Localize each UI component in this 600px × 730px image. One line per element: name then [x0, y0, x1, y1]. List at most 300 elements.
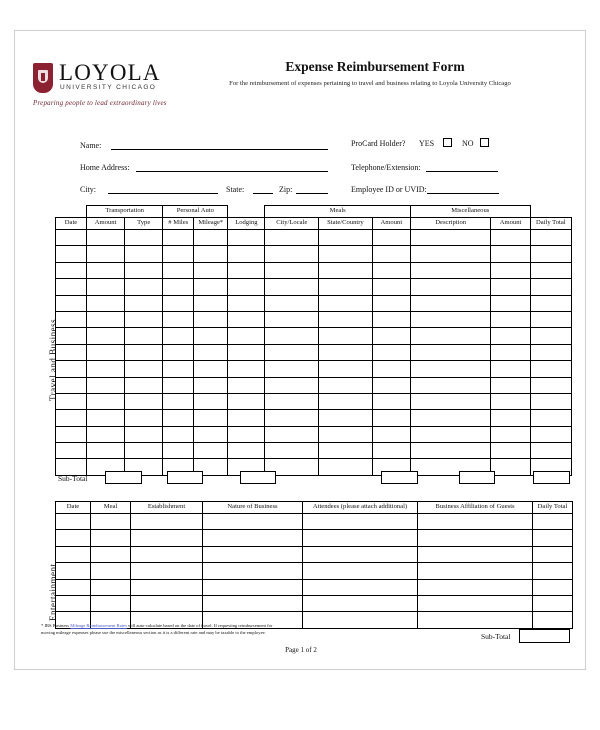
- cell[interactable]: [194, 361, 228, 377]
- cell[interactable]: [91, 563, 131, 579]
- cell[interactable]: [372, 295, 410, 311]
- cell[interactable]: [372, 410, 410, 426]
- cell[interactable]: [372, 344, 410, 360]
- cell[interactable]: [86, 246, 124, 262]
- cell[interactable]: [203, 579, 303, 595]
- cell[interactable]: [265, 279, 319, 295]
- cell[interactable]: [228, 328, 265, 344]
- col-lodging: Lodging: [228, 218, 265, 230]
- cell[interactable]: [418, 563, 533, 579]
- cell[interactable]: [372, 361, 410, 377]
- table-row[interactable]: [56, 514, 573, 530]
- cell[interactable]: [228, 344, 265, 360]
- cell[interactable]: [530, 295, 571, 311]
- cell[interactable]: [56, 262, 87, 278]
- cell[interactable]: [228, 393, 265, 409]
- cell[interactable]: [319, 443, 373, 459]
- table-row[interactable]: [56, 230, 572, 246]
- table-row[interactable]: [56, 530, 573, 546]
- cell[interactable]: [203, 595, 303, 611]
- cell[interactable]: [131, 595, 203, 611]
- cell[interactable]: [194, 311, 228, 327]
- cell[interactable]: [265, 311, 319, 327]
- cell[interactable]: [56, 377, 87, 393]
- cell[interactable]: [86, 311, 124, 327]
- cell[interactable]: [319, 311, 373, 327]
- footnote: [41, 623, 281, 636]
- col-ent-meal: Meal: [91, 502, 131, 514]
- cell[interactable]: [319, 328, 373, 344]
- cell[interactable]: [56, 563, 91, 579]
- cell[interactable]: [319, 262, 373, 278]
- cell[interactable]: [91, 595, 131, 611]
- cell[interactable]: [530, 246, 571, 262]
- footnote-post: will auto-calculate based on the date of travel. If requesting reimbursement for moving mileage expenses please use the miscellaneous section as it is a different rate and may be taxable to the employee.: [41, 623, 273, 635]
- cell[interactable]: [203, 530, 303, 546]
- cell[interactable]: [194, 328, 228, 344]
- mileage-rates-link[interactable]: Mileage Reimbursement Rates: [70, 623, 127, 628]
- cell[interactable]: [530, 279, 571, 295]
- home-address-input[interactable]: [136, 171, 328, 172]
- cell[interactable]: [86, 443, 124, 459]
- cell[interactable]: [86, 344, 124, 360]
- cell[interactable]: [228, 262, 265, 278]
- procard-no-checkbox[interactable]: [480, 138, 489, 147]
- cell[interactable]: [372, 377, 410, 393]
- cell[interactable]: [56, 595, 91, 611]
- cell[interactable]: [163, 361, 194, 377]
- cell[interactable]: [372, 246, 410, 262]
- cell[interactable]: [491, 459, 530, 475]
- cell[interactable]: [372, 262, 410, 278]
- cell[interactable]: [410, 230, 490, 246]
- cell[interactable]: [533, 546, 573, 562]
- cell[interactable]: [530, 426, 571, 442]
- state-input[interactable]: [253, 193, 273, 194]
- col-ent-daily-total: Daily Total: [533, 502, 573, 514]
- cell[interactable]: [125, 262, 163, 278]
- cell[interactable]: [163, 393, 194, 409]
- cell[interactable]: [265, 246, 319, 262]
- cell[interactable]: [418, 514, 533, 530]
- cell[interactable]: [163, 443, 194, 459]
- cell[interactable]: [491, 262, 530, 278]
- cell[interactable]: [125, 230, 163, 246]
- cell[interactable]: [56, 426, 87, 442]
- cell[interactable]: [533, 579, 573, 595]
- cell[interactable]: [533, 530, 573, 546]
- table-row[interactable]: [56, 410, 572, 426]
- entertainment-table-body: [56, 514, 573, 629]
- cell[interactable]: [86, 410, 124, 426]
- cell[interactable]: [56, 579, 91, 595]
- entertainment-subtotal-value[interactable]: [519, 629, 570, 643]
- cell[interactable]: [265, 295, 319, 311]
- spacer-cell: [56, 206, 87, 218]
- col-state-country: State/Country: [319, 218, 373, 230]
- travel-subtotal-daily[interactable]: [533, 471, 570, 484]
- cell[interactable]: [319, 361, 373, 377]
- travel-section-label: Travel and Business: [48, 318, 58, 401]
- cell[interactable]: [319, 295, 373, 311]
- cell[interactable]: [530, 410, 571, 426]
- cell[interactable]: [163, 344, 194, 360]
- cell[interactable]: [56, 443, 87, 459]
- cell[interactable]: [203, 563, 303, 579]
- cell[interactable]: [265, 230, 319, 246]
- page-title: Expense Reimbursement Form: [285, 59, 465, 74]
- col-ent-business-affiliation: Business Affiliation of Guests: [418, 502, 533, 514]
- cell[interactable]: [228, 377, 265, 393]
- cell[interactable]: [56, 410, 87, 426]
- travel-column-header-row: [56, 218, 572, 230]
- col-transport-type: Type: [125, 218, 163, 230]
- cell[interactable]: [56, 344, 87, 360]
- cell[interactable]: [228, 279, 265, 295]
- cell[interactable]: [372, 311, 410, 327]
- spacer-cell-daily: [530, 206, 571, 218]
- cell[interactable]: [410, 377, 490, 393]
- cell[interactable]: [86, 361, 124, 377]
- cell[interactable]: [56, 295, 87, 311]
- cell[interactable]: [410, 443, 490, 459]
- col-city-locale: City/Locale: [265, 218, 319, 230]
- col-date: Date: [56, 218, 87, 230]
- cell[interactable]: [194, 279, 228, 295]
- page-number: Page 1 of 2: [285, 646, 317, 654]
- cell[interactable]: [319, 344, 373, 360]
- city-label: City:: [80, 185, 97, 194]
- procard-label: ProCard Holder?: [351, 139, 406, 148]
- cell[interactable]: [131, 514, 203, 530]
- cell[interactable]: [265, 361, 319, 377]
- cell[interactable]: [410, 295, 490, 311]
- col-mileage: Mileage*: [194, 218, 228, 230]
- cell[interactable]: [194, 262, 228, 278]
- cell[interactable]: [125, 328, 163, 344]
- entertainment-subtotal-label: Sub-Total: [481, 632, 511, 641]
- cell[interactable]: [228, 443, 265, 459]
- cell[interactable]: [125, 361, 163, 377]
- col-miles: # Miles: [163, 218, 194, 230]
- cell[interactable]: [194, 344, 228, 360]
- cell[interactable]: [319, 377, 373, 393]
- cell[interactable]: [125, 426, 163, 442]
- cell[interactable]: [56, 393, 87, 409]
- procard-yes-checkbox[interactable]: [443, 138, 452, 147]
- entertainment-column-header-row: [56, 502, 573, 514]
- cell[interactable]: [319, 393, 373, 409]
- cell[interactable]: [410, 344, 490, 360]
- cell[interactable]: [491, 230, 530, 246]
- cell[interactable]: [303, 546, 418, 562]
- cell[interactable]: [530, 377, 571, 393]
- cell[interactable]: [194, 443, 228, 459]
- name-label: Name:: [80, 141, 102, 150]
- cell[interactable]: [530, 393, 571, 409]
- table-row[interactable]: [56, 295, 572, 311]
- cell[interactable]: [228, 426, 265, 442]
- cell[interactable]: [491, 393, 530, 409]
- cell[interactable]: [410, 361, 490, 377]
- cell[interactable]: [86, 377, 124, 393]
- telephone-input[interactable]: [426, 171, 498, 172]
- table-row[interactable]: [56, 279, 572, 295]
- cell[interactable]: [372, 230, 410, 246]
- travel-subtotal-misc[interactable]: [459, 471, 495, 484]
- table-row[interactable]: [56, 563, 573, 579]
- cell[interactable]: [410, 262, 490, 278]
- cell[interactable]: [533, 563, 573, 579]
- cell[interactable]: [418, 579, 533, 595]
- col-ent-date: Date: [56, 502, 91, 514]
- cell[interactable]: [131, 546, 203, 562]
- cell[interactable]: [491, 246, 530, 262]
- cell[interactable]: [86, 393, 124, 409]
- cell[interactable]: [372, 426, 410, 442]
- travel-subtotal-mileage[interactable]: [167, 471, 203, 484]
- cell[interactable]: [56, 459, 87, 475]
- cell[interactable]: [491, 328, 530, 344]
- cell[interactable]: [228, 410, 265, 426]
- table-row[interactable]: [56, 328, 572, 344]
- cell[interactable]: [265, 410, 319, 426]
- cell[interactable]: [56, 546, 91, 562]
- travel-expense-table: [55, 205, 572, 476]
- entertainment-table: [55, 501, 573, 629]
- cell[interactable]: [125, 311, 163, 327]
- cell[interactable]: [228, 311, 265, 327]
- cell[interactable]: [303, 595, 418, 611]
- cell[interactable]: [410, 328, 490, 344]
- name-input[interactable]: [111, 149, 328, 150]
- group-header-personal-auto: Personal Auto: [163, 206, 228, 218]
- cell[interactable]: [163, 295, 194, 311]
- cell[interactable]: [530, 311, 571, 327]
- col-description: Description: [410, 218, 490, 230]
- cell[interactable]: [228, 230, 265, 246]
- col-ent-nature-of-business: Nature of Business: [203, 502, 303, 514]
- cell[interactable]: [491, 426, 530, 442]
- table-row[interactable]: [56, 344, 572, 360]
- cell[interactable]: [491, 311, 530, 327]
- cell[interactable]: [163, 279, 194, 295]
- cell[interactable]: [265, 328, 319, 344]
- org-subname: UNIVERSITY CHICAGO: [60, 84, 157, 91]
- city-input[interactable]: [108, 193, 218, 194]
- cell[interactable]: [410, 279, 490, 295]
- cell[interactable]: [319, 426, 373, 442]
- cell[interactable]: [530, 344, 571, 360]
- group-header-transportation: Transportation: [86, 206, 162, 218]
- table-row[interactable]: [56, 377, 572, 393]
- cell[interactable]: [163, 246, 194, 262]
- cell[interactable]: [163, 230, 194, 246]
- cell[interactable]: [86, 262, 124, 278]
- cell[interactable]: [533, 612, 573, 628]
- table-row[interactable]: [56, 426, 572, 442]
- footnote-pre: * IRS Business: [41, 623, 71, 628]
- cell[interactable]: [372, 328, 410, 344]
- cell[interactable]: [491, 344, 530, 360]
- cell[interactable]: [228, 246, 265, 262]
- table-row[interactable]: [56, 246, 572, 262]
- state-label: State:: [226, 185, 245, 194]
- cell[interactable]: [125, 344, 163, 360]
- cell[interactable]: [203, 546, 303, 562]
- cell[interactable]: [131, 530, 203, 546]
- cell[interactable]: [125, 443, 163, 459]
- cell[interactable]: [491, 295, 530, 311]
- cell[interactable]: [319, 459, 373, 475]
- cell[interactable]: [410, 246, 490, 262]
- cell[interactable]: [56, 311, 87, 327]
- cell[interactable]: [194, 230, 228, 246]
- cell[interactable]: [131, 563, 203, 579]
- table-row[interactable]: [56, 443, 572, 459]
- travel-group-header-row: [56, 206, 572, 218]
- cell[interactable]: [530, 361, 571, 377]
- cell[interactable]: [372, 393, 410, 409]
- cell[interactable]: [303, 579, 418, 595]
- travel-subtotal-label: Sub-Total: [58, 474, 88, 483]
- cell[interactable]: [56, 230, 87, 246]
- cell[interactable]: [56, 530, 91, 546]
- cell[interactable]: [194, 426, 228, 442]
- cell[interactable]: [491, 279, 530, 295]
- cell[interactable]: [265, 426, 319, 442]
- cell[interactable]: [125, 377, 163, 393]
- entertainment-section-label: Entertainment: [48, 563, 58, 621]
- cell[interactable]: [372, 279, 410, 295]
- cell[interactable]: [86, 230, 124, 246]
- cell[interactable]: [86, 426, 124, 442]
- cell[interactable]: [86, 328, 124, 344]
- group-header-meals: Meals: [265, 206, 411, 218]
- form-header: [15, 31, 585, 127]
- table-row[interactable]: [56, 546, 573, 562]
- procard-yes-label: YES: [419, 139, 435, 148]
- table-row[interactable]: [56, 311, 572, 327]
- cell[interactable]: [131, 579, 203, 595]
- travel-subtotal-transport[interactable]: [105, 471, 142, 484]
- cell[interactable]: [530, 262, 571, 278]
- zip-input[interactable]: [296, 193, 328, 194]
- table-row[interactable]: [56, 595, 573, 611]
- cell[interactable]: [203, 514, 303, 530]
- cell[interactable]: [530, 328, 571, 344]
- cell[interactable]: [86, 279, 124, 295]
- cell[interactable]: [125, 246, 163, 262]
- cell[interactable]: [533, 514, 573, 530]
- cell[interactable]: [194, 295, 228, 311]
- cell[interactable]: [491, 377, 530, 393]
- cell[interactable]: [56, 514, 91, 530]
- cell[interactable]: [319, 246, 373, 262]
- cell[interactable]: [418, 612, 533, 628]
- cell[interactable]: [303, 612, 418, 628]
- cell[interactable]: [163, 311, 194, 327]
- cell[interactable]: [265, 262, 319, 278]
- cell[interactable]: [265, 443, 319, 459]
- cell[interactable]: [418, 546, 533, 562]
- cell[interactable]: [228, 361, 265, 377]
- cell[interactable]: [56, 361, 87, 377]
- cell[interactable]: [163, 262, 194, 278]
- cell[interactable]: [125, 295, 163, 311]
- cell[interactable]: [303, 514, 418, 530]
- cell[interactable]: [410, 410, 490, 426]
- cell[interactable]: [410, 311, 490, 327]
- cell[interactable]: [533, 595, 573, 611]
- form-sheet: [14, 30, 586, 670]
- cell[interactable]: [410, 393, 490, 409]
- cell[interactable]: [163, 410, 194, 426]
- cell[interactable]: [303, 530, 418, 546]
- cell[interactable]: [163, 426, 194, 442]
- cell[interactable]: [418, 530, 533, 546]
- cell[interactable]: [125, 410, 163, 426]
- telephone-label: Telephone/Extension:: [351, 163, 421, 172]
- cell[interactable]: [530, 230, 571, 246]
- cell[interactable]: [125, 393, 163, 409]
- cell[interactable]: [56, 328, 87, 344]
- col-transport-amount: Amount: [86, 218, 124, 230]
- table-row[interactable]: [56, 361, 572, 377]
- cell[interactable]: [319, 410, 373, 426]
- cell[interactable]: [86, 295, 124, 311]
- cell[interactable]: [265, 377, 319, 393]
- cell[interactable]: [418, 595, 533, 611]
- cell[interactable]: [491, 443, 530, 459]
- cell[interactable]: [91, 514, 131, 530]
- cell[interactable]: [372, 443, 410, 459]
- employee-id-input[interactable]: [427, 193, 499, 194]
- cell[interactable]: [125, 279, 163, 295]
- cell[interactable]: [91, 546, 131, 562]
- cell[interactable]: [319, 279, 373, 295]
- cell[interactable]: [410, 426, 490, 442]
- cell[interactable]: [491, 410, 530, 426]
- cell[interactable]: [163, 328, 194, 344]
- cell[interactable]: [491, 361, 530, 377]
- cell[interactable]: [163, 377, 194, 393]
- cell[interactable]: [56, 246, 87, 262]
- cell[interactable]: [228, 295, 265, 311]
- table-row[interactable]: [56, 262, 572, 278]
- cell[interactable]: [194, 410, 228, 426]
- col-daily-total: Daily Total: [530, 218, 571, 230]
- travel-subtotal-lodging[interactable]: [240, 471, 276, 484]
- cell[interactable]: [530, 443, 571, 459]
- cell[interactable]: [91, 579, 131, 595]
- table-row[interactable]: [56, 393, 572, 409]
- cell[interactable]: [194, 377, 228, 393]
- cell[interactable]: [265, 344, 319, 360]
- org-name: LOYOLA: [59, 60, 161, 85]
- cell[interactable]: [303, 563, 418, 579]
- col-ent-establishment: Establishment: [131, 502, 203, 514]
- cell[interactable]: [91, 530, 131, 546]
- travel-subtotal-meals[interactable]: [381, 471, 418, 484]
- travel-table-body: [56, 230, 572, 476]
- cell[interactable]: [265, 393, 319, 409]
- cell[interactable]: [194, 393, 228, 409]
- cell[interactable]: [194, 246, 228, 262]
- cell[interactable]: [319, 230, 373, 246]
- table-row[interactable]: [56, 579, 573, 595]
- cell[interactable]: [56, 279, 87, 295]
